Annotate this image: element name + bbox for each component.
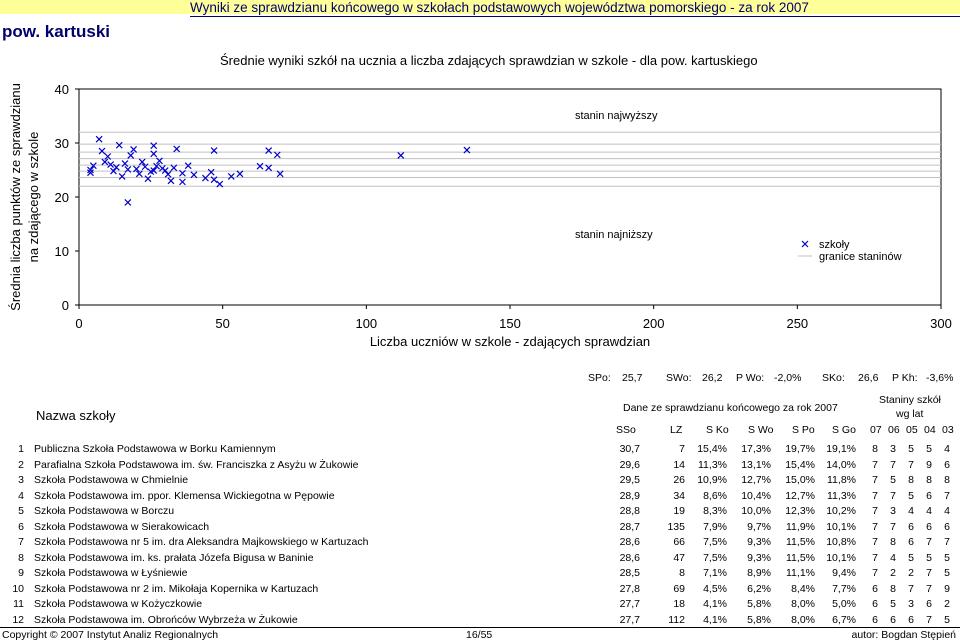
table-cell-spo: 8,4% [791,582,815,595]
table-cell-s05: 8 [908,474,914,486]
y-axis-label-line: na zdającego w szkole [26,131,41,263]
col-header: S Go [832,424,856,436]
table-cell-s07: 7 [872,474,878,486]
table-cell-lz: 26 [673,474,685,486]
col-header: S Ko [706,424,729,436]
table-cell-s06: 8 [890,536,896,548]
table-cell-sgo: 11,3% [827,489,856,502]
table-cell-lz: 47 [673,551,685,564]
table-row [0,505,960,520]
table-cell-sko: 8,6% [703,489,727,502]
table-cell-name: Szkoła Podstawowa im. ks. prałata Józefa Bigusa w Baninie [34,551,314,564]
table-cell-sso: 28,6 [619,551,640,564]
table-cell-s04: 8 [926,474,932,486]
table-cell-s03: 8 [944,474,950,486]
table-cell-s06: 7 [890,489,896,502]
table-cell-s06: 7 [890,520,896,533]
table-cell-no: 3 [18,474,24,486]
table-cell-no: 9 [18,567,24,579]
table-cell-sko: 15,4% [697,443,727,455]
table-cell-sko: 4,1% [703,598,727,610]
table-cell-name: Publiczna Szkoła Podstawowa w Borku Kamiennym [34,443,276,455]
table-cell-s03: 7 [944,536,950,548]
table-row [0,567,960,582]
table-cell-lz: 7 [679,443,685,455]
table-cell-sso: 29,6 [619,458,640,471]
table-cell-sko: 7,9% [703,520,727,533]
col-header: S Wo [748,424,774,436]
table-cell-lz: 66 [673,536,685,548]
table-cell-s04: 7 [926,582,932,595]
x-tick-label: 150 [499,316,521,331]
table-cell-s03: 4 [944,505,950,517]
table-cell-s07: 7 [872,536,878,548]
x-tick-label: 100 [355,316,378,331]
table-cell-s04: 6 [926,598,932,610]
table-cell-lz: 18 [673,598,685,610]
table-row [0,598,960,613]
table-cell-s04: 5 [926,443,932,455]
table-cell-s07: 6 [872,613,878,626]
table-cell-sgo: 14,0% [826,458,856,471]
table-cell-swo: 13,1% [741,458,771,471]
table-cell-lz: 14 [673,458,685,471]
table-cell-name: Szkoła Podstawowa im. ppor. Klemensa Wickiegotna w Pępowie [34,489,335,502]
annotation-stanin-top: stanin najwyższy [575,110,658,122]
table-cell-s03: 6 [944,458,950,471]
table-cell-s07: 7 [872,567,878,579]
y-tick-label: 40 [54,82,69,97]
table-row [0,443,960,458]
table-cell-name: Szkoła Podstawowa w Chmielnie [34,474,189,486]
table-cell-s07: 6 [872,598,878,610]
stat-swo-label: SWo: [666,372,692,384]
table-cell-s03: 5 [944,551,950,564]
report-title: Wyniki ze sprawdzianu końcowego w szkołach podstawowych województwa pomorskiego - za rok 2007 [190,0,809,15]
table-cell-s05: 7 [908,458,914,471]
table-cell-name: Szkoła Podstawowa w Łyśniewie [34,567,188,579]
table-cell-swo: 9,3% [747,551,771,564]
table-cell-name: Szkoła Podstawowa im. Obrońców Wybrzeża w Żukowie [34,613,298,626]
table-cell-sso: 27,7 [619,613,640,626]
y-tick-label: 10 [54,244,69,259]
table-row [0,536,960,551]
table-cell-no: 12 [12,613,24,626]
x-axis-label: Liczba uczniów w szkole - zdających sprawdzian [369,334,651,349]
table-cell-s04: 7 [926,613,932,626]
table-cell-spo: 8,0% [791,598,815,610]
region-title: pow. kartuski [2,22,111,41]
scatter-chart [0,70,960,350]
table-cell-spo: 11,1% [786,567,815,579]
table-cell-swo: 5,8% [747,613,771,626]
table-cell-swo: 12,7% [741,474,771,486]
table-cell-name: Szkoła Podstawowa nr 5 im. dra Aleksandra Majkowskiego w Kartuzach [34,536,369,548]
table-cell-spo: 8,0% [791,613,815,626]
table-cell-no: 8 [18,551,24,564]
table-cell-s05: 4 [908,505,914,517]
table-cell-swo: 5,8% [747,598,771,610]
table-cell-name: Szkoła Podstawowa nr 2 im. Mikołaja Kopernika w Kartuzach [34,582,319,595]
col-header: LZ [670,424,683,436]
footer-rule [0,627,960,628]
table-cell-sso: 28,5 [619,567,640,579]
table-cell-s05: 5 [908,443,914,455]
table-cell-lz: 135 [667,520,685,533]
table-cell-s06: 2 [890,567,896,579]
year-header: 06 [888,424,900,436]
year-header: 07 [870,424,882,436]
stat-swo-value: 26,2 [702,372,723,384]
table-row [0,552,960,567]
table-cell-spo: 12,7% [785,489,815,502]
table-cell-s07: 6 [872,582,878,595]
table-cell-s04: 7 [926,567,932,579]
chart-title: Średnie wyniki szkół na ucznia a liczba zdających sprawdzian w szkole - dla pow. kartuskiego [220,53,758,68]
table-cell-no: 6 [18,520,24,533]
x-tick-label: 0 [75,316,83,331]
table-cell-s07: 8 [872,443,878,455]
table-cell-sko: 7,5% [703,536,727,548]
table-cell-sgo: 7,7% [832,582,856,595]
table-cell-sgo: 10,1% [826,520,856,533]
stat-pwo-label: P Wo: [736,372,765,384]
stat-pkh-value: -3,6% [926,372,954,384]
table-cell-s05: 6 [908,536,914,548]
table-cell-lz: 112 [668,613,685,626]
table-row [0,521,960,536]
footer-author: autor: Bogdan Stępień [851,629,956,641]
x-tick-label: 200 [642,316,665,331]
table-cell-s05: 7 [908,582,914,595]
table-header-stanines: Staniny szkół [879,394,941,406]
table-cell-s05: 6 [908,613,914,626]
table-row [0,459,960,474]
table-cell-spo: 15,4% [785,458,815,471]
table-cell-s04: 6 [926,489,932,502]
table-cell-s06: 5 [890,598,896,610]
table-cell-s06: 5 [890,474,896,486]
table-cell-s03: 6 [944,520,950,533]
table-cell-s04: 9 [926,458,932,471]
table-cell-s07: 7 [872,551,878,564]
table-cell-sso: 27,7 [619,598,640,610]
table-cell-sko: 7,1% [703,567,727,579]
stat-pwo-value: -2,0% [774,372,802,384]
table-header-data: Dane ze sprawdzianu końcowego za rok 2007 [623,402,838,414]
col-header: SSo [616,424,636,436]
table-cell-no: 10 [12,582,24,595]
stat-sko-label: SKo: [822,372,845,384]
table-cell-s07: 7 [872,458,878,471]
table-cell-sko: 4,1% [703,613,727,626]
table-cell-no: 7 [18,536,24,548]
table-cell-s04: 4 [926,505,932,517]
table-header-name: Nazwa szkoły [36,408,116,423]
table-cell-sso: 30,7 [619,443,640,455]
table-cell-sgo: 5,0% [832,598,856,610]
table-row [0,490,960,505]
table-cell-spo: 12,3% [785,505,815,517]
table-cell-sso: 28,9 [619,489,640,502]
table-cell-sgo: 6,7% [832,613,856,626]
table-cell-sgo: 11,8% [827,474,856,486]
table-cell-s03: 7 [944,489,950,502]
table-row [0,474,960,489]
table-cell-sko: 11,3% [698,458,727,471]
title-rule [190,16,960,17]
table-cell-sso: 28,8 [619,505,640,517]
table-cell-s07: 7 [872,489,878,502]
y-tick-label: 30 [54,136,69,151]
table-cell-sko: 10,9% [697,474,727,486]
table-cell-sgo: 19,1% [826,443,856,455]
stat-spo-value: 25,7 [622,372,643,384]
table-cell-sko: 7,5% [703,551,727,564]
table-cell-sgo: 10,2% [826,505,856,517]
y-tick-label: 0 [61,298,69,313]
table-cell-swo: 9,7% [747,520,771,533]
table-cell-sso: 28,7 [619,520,640,533]
table-cell-s03: 2 [944,598,950,610]
table-cell-swo: 17,3% [741,443,771,455]
table-cell-s07: 7 [872,520,878,533]
table-cell-sgo: 10,8% [826,536,856,548]
table-cell-s04: 7 [926,536,932,548]
stat-pkh-label: P Kh: [892,372,918,384]
table-cell-spo: 11,5% [786,551,815,564]
table-cell-s05: 6 [908,520,914,533]
table-header-stanines-sub: wg lat [896,408,924,420]
legend-item-stanine-borders: granice staninów [819,251,902,263]
year-header: 03 [942,424,954,436]
table-cell-no: 5 [18,505,24,517]
table-cell-lz: 8 [679,567,685,579]
table-cell-s04: 6 [926,520,932,533]
y-tick-label: 20 [54,190,69,205]
table-cell-sgo: 9,4% [832,567,856,579]
table-cell-sko: 4,5% [703,582,727,595]
table-cell-name: Parafialna Szkoła Podstawowa im. św. Franciszka z Asyżu w Żukowie [34,458,359,471]
table-cell-s05: 3 [908,598,914,610]
table-cell-spo: 11,5% [786,536,815,548]
y-axis-label-line: Średnia liczba punktów ze sprawdzianu [8,83,23,311]
table-cell-sko: 8,3% [703,505,727,517]
table-cell-swo: 9,3% [747,536,771,548]
table-cell-swo: 8,9% [747,567,771,579]
table-cell-s06: 4 [890,551,896,564]
table-cell-sso: 29,5 [619,474,640,486]
stat-sko-value: 26,6 [858,372,879,384]
year-header: 04 [924,424,936,436]
x-tick-label: 300 [930,316,952,331]
table-cell-s05: 5 [908,551,914,564]
table-cell-lz: 69 [673,582,685,595]
table-cell-s03: 5 [944,613,950,626]
legend-item-schools: szkoły [819,239,850,251]
x-tick-label: 250 [786,316,809,331]
table-cell-no: 4 [18,489,24,502]
table-cell-name: Szkoła Podstawowa w Kożyczkowie [34,598,203,610]
table-cell-lz: 34 [673,489,685,502]
table-cell-s07: 7 [872,505,878,517]
col-header: S Po [792,424,815,436]
table-cell-s06: 7 [890,458,896,471]
table-cell-spo: 15,0% [785,474,815,486]
table-cell-spo: 11,9% [786,520,815,533]
footer-copyright: Copyright © 2007 Instytut Analiz Regionalnych [2,629,219,641]
table-cell-s03: 4 [944,443,950,455]
year-header: 05 [906,424,918,436]
table-cell-s06: 6 [890,613,896,626]
footer-page: 16/55 [466,629,493,641]
table-cell-s03: 5 [944,567,950,579]
table-cell-swo: 10,0% [741,505,771,517]
table-cell-no: 11 [13,598,24,610]
plot-area [79,89,941,305]
table-cell-s06: 8 [890,582,896,595]
table-cell-sgo: 10,1% [826,551,856,564]
table-row [0,583,960,598]
table-cell-swo: 6,2% [747,582,771,595]
table-cell-s06: 3 [890,505,896,517]
table-cell-s05: 2 [908,567,914,579]
table-cell-swo: 10,4% [741,489,771,502]
table-cell-s04: 5 [926,551,932,564]
table-cell-lz: 19 [673,505,685,517]
table-cell-spo: 19,7% [785,443,815,455]
table-cell-s03: 9 [944,582,950,595]
table-cell-name: Szkoła Podstawowa w Borczu [34,505,175,517]
table-cell-sso: 27,8 [619,582,640,595]
table-cell-no: 2 [18,458,24,471]
table-cell-s05: 5 [908,489,914,502]
x-tick-label: 50 [215,316,230,331]
table-cell-s06: 3 [890,443,896,455]
stat-spo-label: SPo: [588,372,611,384]
table-cell-name: Szkoła Podstawowa w Sierakowicach [34,520,210,533]
annotation-stanin-bottom: stanin najniższy [575,229,653,241]
table-cell-sso: 28,6 [619,536,640,548]
y-axis-label [8,83,41,311]
table-cell-no: 1 [18,443,24,455]
